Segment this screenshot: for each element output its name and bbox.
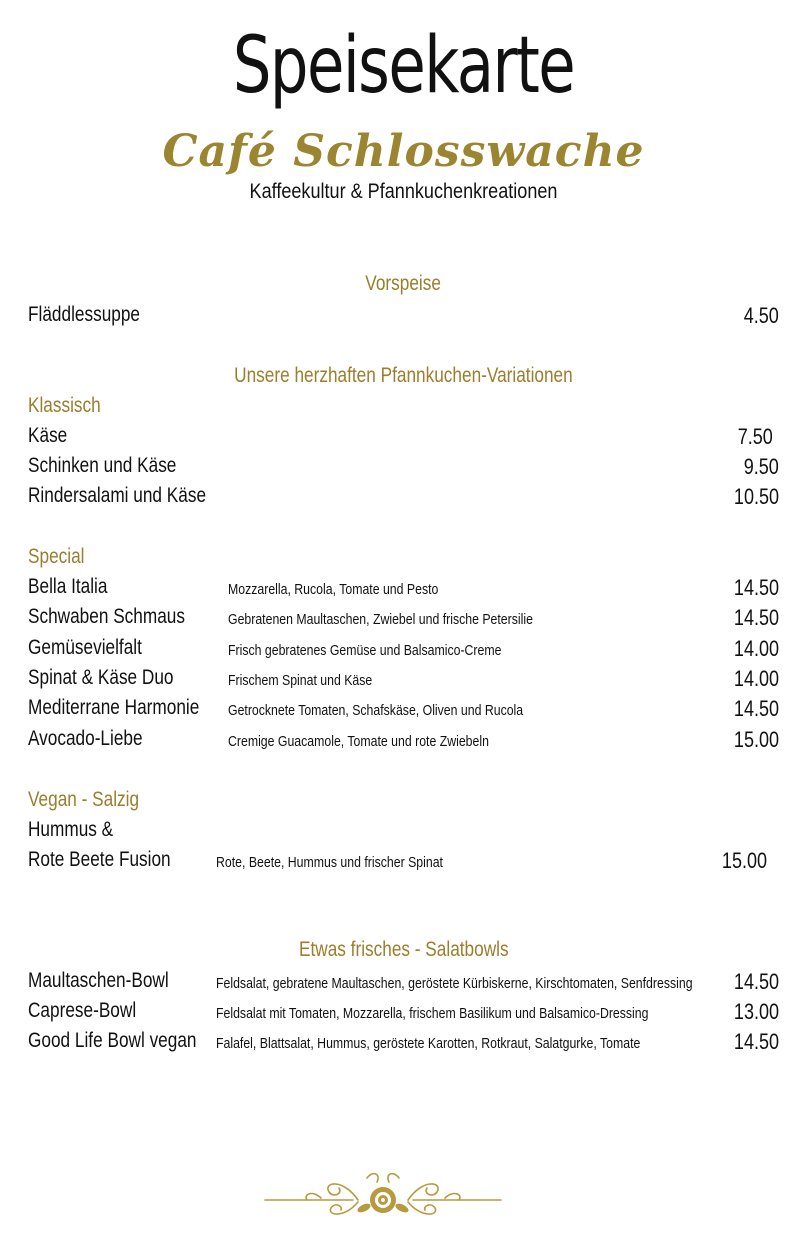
item-price: 14.50: [733, 969, 779, 994]
item-name: Rote Beete Fusion: [28, 848, 171, 871]
menu-item: [28, 666, 779, 696]
item-name: Schwaben Schmaus: [28, 605, 185, 628]
item-price: 13.00: [733, 999, 779, 1024]
item-name: Gemüsevielfalt: [28, 636, 142, 659]
menu-item: [28, 303, 779, 333]
item-name: Käse: [28, 424, 68, 447]
item-description: Falafel, Blattsalat, Hummus, geröstete Karotten, Rotkraut, Salatgurke, Tomate: [216, 1035, 641, 1052]
item-name: Spinat & Käse Duo: [28, 666, 174, 689]
subsection-title-klassisch: Klassisch: [28, 394, 101, 417]
item-name: Maultaschen-Bowl: [28, 969, 169, 992]
item-description: Rote, Beete, Hummus und frischer Spinat: [216, 854, 443, 871]
menu-item: [28, 575, 779, 605]
item-price: 14.50: [733, 1029, 779, 1054]
menu-item: [28, 454, 779, 484]
menu-item: [28, 969, 779, 999]
item-description: Gebratenen Maultaschen, Zwiebel und frische Petersilie: [228, 611, 533, 628]
section-title-pfannkuchen: Unsere herzhaften Pfannkuchen-Variationen: [234, 364, 573, 387]
item-description: Getrocknete Tomaten, Schafskäse, Oliven und Rucola: [228, 702, 524, 719]
item-price: 14.00: [733, 666, 779, 691]
item-price: 7.50: [737, 424, 773, 449]
section-title-salatbowls: Etwas frisches - Salatbowls: [298, 938, 509, 961]
item-price: 15.00: [733, 727, 779, 752]
menu-item: [28, 484, 779, 514]
item-name: Bella Italia: [28, 575, 108, 598]
item-price: 14.00: [733, 636, 779, 661]
item-price: 4.50: [743, 303, 779, 328]
section-title-vorspeise: Vorspeise: [365, 272, 442, 295]
item-description: Frisch gebratenes Gemüse und Balsamico-Creme: [228, 642, 502, 659]
item-description: Mozzarella, Rucola, Tomate und Pesto: [228, 581, 439, 598]
subsection-title-vegan: Vegan - Salzig: [28, 788, 140, 811]
menu-item: [28, 999, 779, 1029]
page-title: Speisekarte: [232, 21, 575, 111]
item-name: Good Life Bowl vegan: [28, 1029, 197, 1052]
item-name: Avocado-Liebe: [28, 727, 143, 750]
menu-item: [28, 848, 779, 878]
menu-item: [28, 605, 779, 635]
item-price: 14.50: [733, 575, 779, 600]
item-description: Feldsalat, gebratene Maultaschen, geröstete Kürbiskerne, Kirschtomaten, Senfdressing: [216, 975, 693, 992]
item-price: 10.50: [733, 484, 779, 509]
item-name: Fläddlessuppe: [28, 303, 141, 326]
item-price: 14.50: [733, 605, 779, 630]
item-price: 9.50: [743, 454, 779, 479]
tagline: Kaffeekultur & Pfannkuchenkreationen: [249, 180, 558, 203]
item-description: Cremige Guacamole, Tomate und rote Zwiebeln: [228, 733, 489, 750]
item-name: Rindersalami und Käse: [28, 484, 207, 507]
menu-item: [28, 727, 779, 757]
menu-item: [28, 636, 779, 666]
item-name: Schinken und Käse: [28, 454, 177, 477]
item-price: 15.00: [721, 848, 767, 873]
cafe-name: Café Schlosswache: [162, 126, 645, 177]
item-name: Caprese-Bowl: [28, 999, 137, 1022]
item-name: Hummus &: [28, 818, 114, 841]
menu-item: [28, 1029, 779, 1059]
item-price: 14.50: [733, 696, 779, 721]
menu-item: [28, 696, 779, 726]
item-description: Frischem Spinat und Käse: [228, 672, 373, 689]
item-description: Feldsalat mit Tomaten, Mozzarella, frischem Basilikum und Balsamico-Dressing: [216, 1005, 649, 1022]
rose-flourish-icon: [263, 1168, 503, 1228]
menu-item-name-line1: [28, 818, 779, 848]
subsection-title-special: Special: [28, 545, 85, 568]
item-name: Mediterrane Harmonie: [28, 696, 200, 719]
menu-item: [28, 424, 779, 454]
